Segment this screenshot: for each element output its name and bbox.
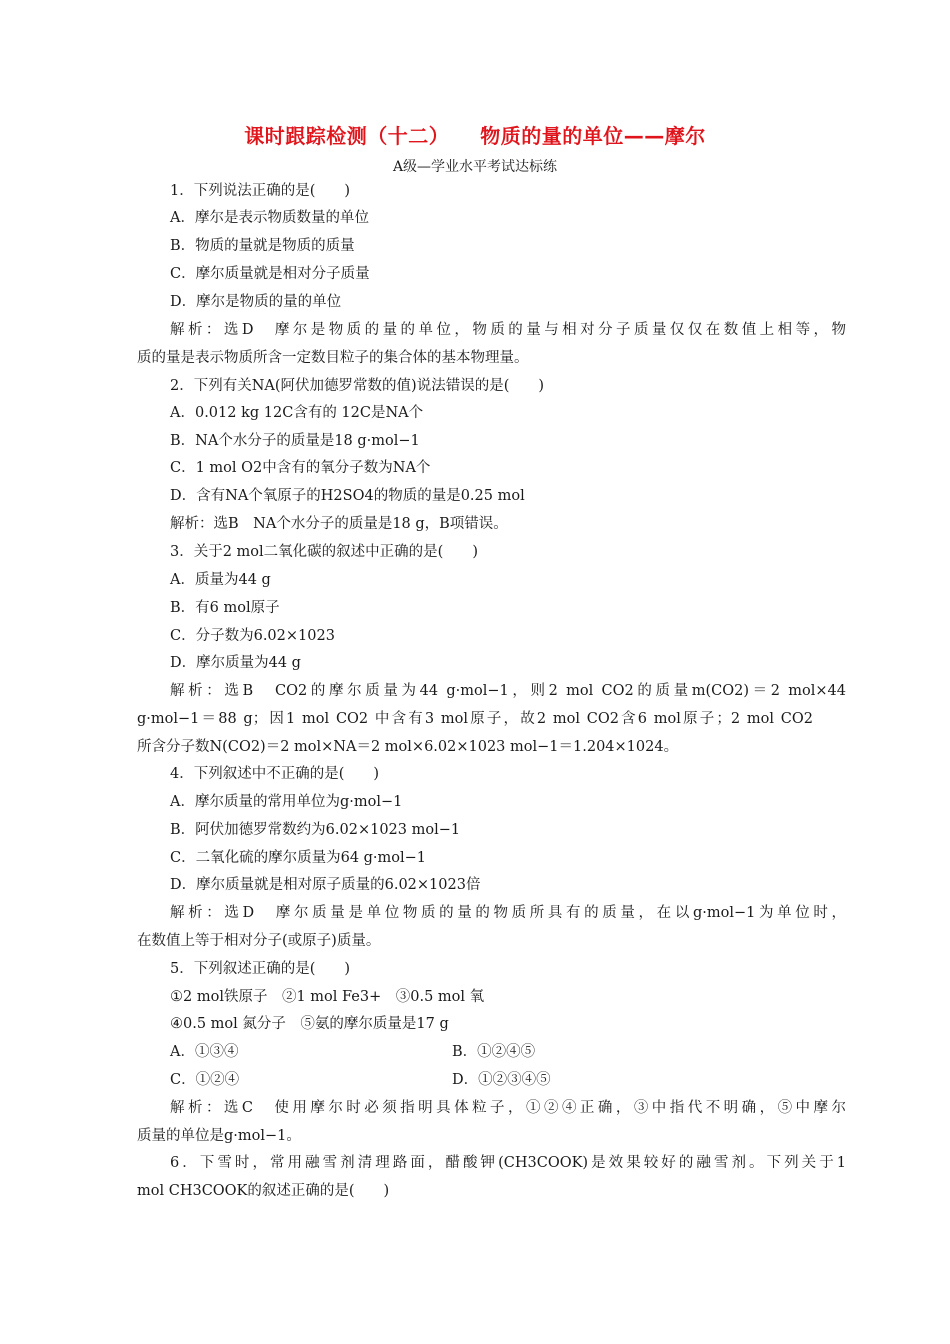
text-line: 解析：选D 摩尔质量是单位物质的量的物质所具有的质量，在以g·mol−1为单位时， — [170, 905, 846, 921]
text-line: A．摩尔是表示物质数量的单位 — [170, 210, 369, 226]
text-line: g·mol−1＝88 g；因1 mol CO2 中含有3 mol原子，故2 mol CO2含6 mol原子；2 mol CO2 — [137, 711, 813, 727]
text-line: mol CH3COOK的叙述正确的是( ) — [137, 1183, 390, 1199]
text-line: 所含分子数N(CO2)＝2 mol×NA＝2 mol×6.02×1023 mol−1＝1.204×1024。 — [137, 739, 679, 755]
text-line: 解析：选B CO2的摩尔质量为44 g·mol−1，则2 mol CO2的质量m(CO2)＝2 mol×44 — [170, 683, 846, 699]
text-line: D．摩尔是物质的量的单位 — [170, 294, 342, 310]
option-a: A．①③④ — [170, 1044, 239, 1060]
text-line: C．1 mol O2中含有的氧分子数为NA个 — [170, 460, 431, 476]
text-line: B．有6 mol原子 — [170, 600, 280, 616]
option-c: C．①②④ — [170, 1072, 240, 1088]
text-line: 质量的单位是g·mol−1。 — [137, 1128, 301, 1144]
text-line: 6．下雪时，常用融雪剂清理路面，醋酸钾(CH3COOK)是效果较好的融雪剂。下列关于1 — [170, 1155, 846, 1171]
option-d: D．①②③④⑤ — [452, 1072, 551, 1088]
text-line: C．分子数为6.02×1023 — [170, 628, 335, 644]
text-line: D．含有NA个氧原子的H2SO4的物质的量是0.25 mol — [170, 488, 525, 504]
text-line: 解析：选D 摩尔是物质的量的单位，物质的量与相对分子质量仅仅在数值上相等，物 — [170, 322, 846, 338]
text-line: 5．下列叙述正确的是( ) — [170, 961, 351, 977]
text-line: 解析：选B NA个水分子的质量是18 g，B项错误。 — [170, 516, 508, 532]
text-line: A．摩尔质量的常用单位为g·mol−1 — [170, 794, 403, 810]
section-subtitle: A级—学业水平考试达标练 — [392, 159, 558, 175]
option-b: B．①②④⑤ — [452, 1044, 536, 1060]
text-line: C．二氧化硫的摩尔质量为64 g·mol−1 — [170, 850, 427, 866]
text-line: 2．下列有关NA(阿伏加德罗常数的值)说法错误的是( ) — [170, 378, 545, 394]
text-line: D．摩尔质量为44 g — [170, 655, 301, 671]
text-line: 在数值上等于相对分子(或原子)质量。 — [137, 933, 381, 949]
text-line: C．摩尔质量就是相对分子质量 — [170, 266, 370, 282]
text-line: B．NA个水分子的质量是18 g·mol−1 — [170, 433, 420, 449]
text-line: 3．关于2 mol二氧化碳的叙述中正确的是( ) — [170, 544, 478, 560]
text-line: 质的量是表示物质所含一定数目粒子的集合体的基本物理量。 — [137, 350, 529, 366]
text-line: ①2 mol铁原子 ②1 mol Fe3+ ③0.5 mol 氧 — [170, 989, 485, 1005]
text-line: 4．下列叙述中不正确的是( ) — [170, 766, 380, 782]
text-line: D．摩尔质量就是相对原子质量的6.02×1023倍 — [170, 877, 481, 893]
text-line: ④0.5 mol 氮分子 ⑤氨的摩尔质量是17 g — [170, 1016, 449, 1032]
text-line: A．0.012 kg 12C含有的 12C是NA个 — [170, 405, 424, 421]
text-line: B．阿伏加德罗常数约为6.02×1023 mol−1 — [170, 822, 461, 838]
page-title: 课时跟踪检测（十二） 物质的量的单位——摩尔 — [244, 124, 706, 148]
text-line: A．质量为44 g — [170, 572, 271, 588]
text-line: 解析：选C 使用摩尔时必须指明具体粒子，①②④正确，③中指代不明确，⑤中摩尔 — [170, 1100, 846, 1116]
text-line: 1．下列说法正确的是( ) — [170, 183, 351, 199]
text-line: B．物质的量就是物质的质量 — [170, 238, 355, 254]
